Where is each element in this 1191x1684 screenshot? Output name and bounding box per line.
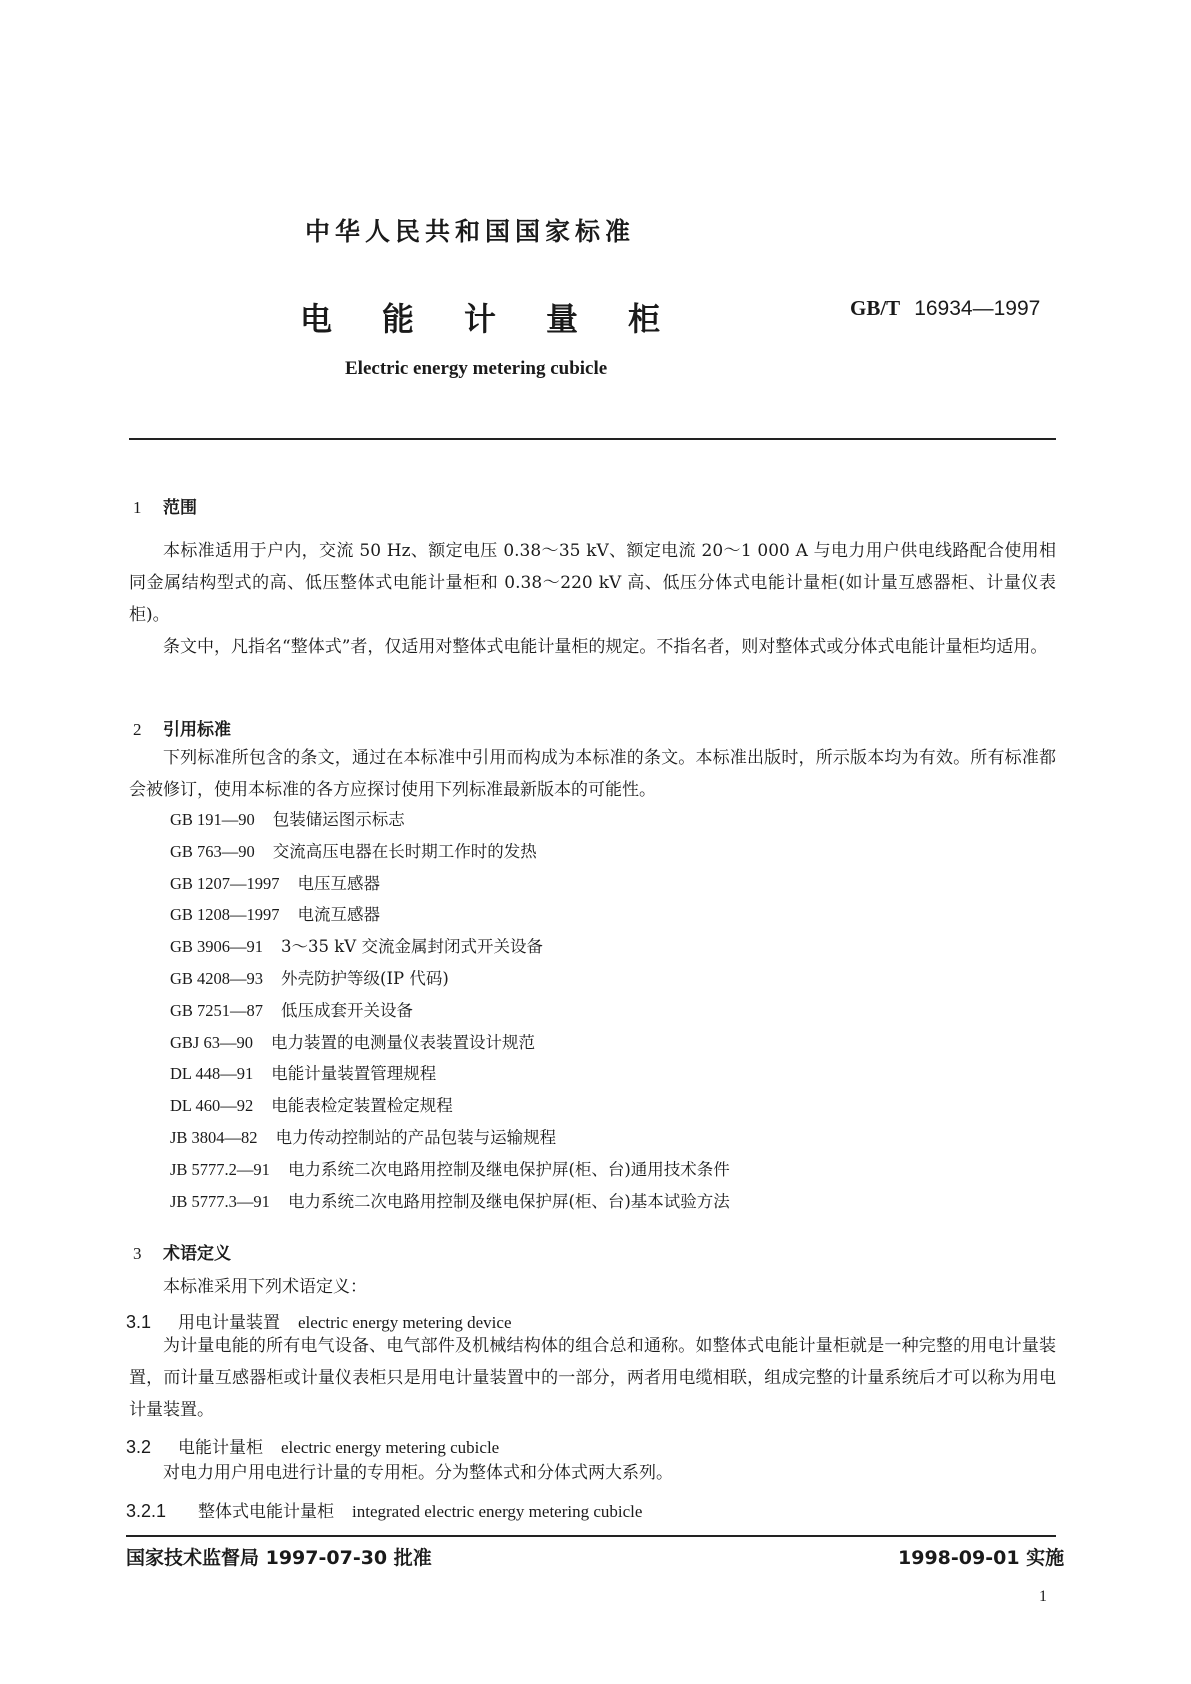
reference-code: JB 5777.2—91 [170, 1159, 270, 1179]
reference-code: GB 4208—93 [170, 968, 264, 988]
section-number: 1 [133, 498, 142, 517]
reference-title: 电能表检定装置检定规程 [271, 1096, 453, 1116]
reference-title: 电力传动控制站的产品包装与运输规程 [275, 1127, 557, 1147]
reference-title: 电流互感器 [297, 905, 381, 925]
reference-code: GB 1207—1997 [170, 873, 280, 893]
reference-title: 电能计量装置管理规程 [271, 1064, 437, 1084]
term-number: 3.1 [126, 1312, 152, 1332]
term-3-1-definition [129, 1330, 1056, 1426]
list-item [170, 995, 730, 1027]
reference-list [170, 804, 730, 1217]
list-item [170, 1122, 730, 1154]
reference-title: 3～35 kV 交流金属封闭式开关设备 [281, 937, 543, 957]
list-item [170, 868, 730, 900]
reference-code: GB 191—90 [170, 810, 255, 829]
document-title [300, 294, 710, 340]
reference-title: 电力系统二次电路用控制及继电保护屏(柜、台)通用技术条件 [287, 1159, 730, 1179]
reference-code: GBJ 63—90 [170, 1032, 253, 1052]
list-item [170, 836, 730, 868]
reference-title: 电力装置的电测量仪表装置设计规范 [270, 1032, 535, 1052]
section-title: 范围 [163, 498, 197, 518]
list-item [170, 1186, 730, 1218]
paragraph: 下列标准所包含的条文，通过在本标准中引用而构成为本标准的条文。本标准出版时，所示版本均为有效。所有标准都会被修订，使用本标准的各方应探讨使用下列标准最新版本的可能性。 [129, 748, 1056, 800]
reference-title: 低压成套开关设备 [281, 1000, 414, 1020]
term-cn: 用电计量装置 [178, 1313, 280, 1333]
list-item [170, 1058, 730, 1090]
title-char: 柜 [628, 300, 661, 338]
section-number: 2 [133, 720, 142, 739]
reference-title: 包装储运图示标志 [272, 810, 405, 829]
page-number: 1 [1039, 1588, 1047, 1605]
list-item [170, 1154, 730, 1186]
list-item [170, 931, 730, 963]
standard-code [850, 296, 1040, 321]
national-standard-header: 中华人民共和国国家标准 [305, 217, 636, 246]
list-item [170, 963, 730, 995]
term-cn: 电能计量柜 [178, 1438, 263, 1458]
term-en: integrated electric energy metering cubicle [352, 1502, 643, 1521]
title-char: 电 [300, 300, 333, 338]
paragraph: 本标准采用下列术语定义： [163, 1277, 367, 1297]
reference-code: GB 1208—1997 [170, 905, 280, 925]
paragraph: 为计量电能的所有电气设备、电气部件及机械结构体的组合总和通称。如整体式电能计量柜就是一种完整的用电计量装置，而计量互感器柜或计量仪表柜只是用电计量装置中的一部分，两者用电缆相联，组成完整的计量系统后才可以称为用电计量装置。 [129, 1336, 1056, 1420]
reference-code: GB 7251—87 [170, 1000, 264, 1020]
term-3-2-1 [126, 1497, 642, 1522]
implementation-date: 1998-09-01 实施 [898, 1547, 1065, 1569]
list-item [170, 1027, 730, 1059]
approval-line: 国家技术监督局 1997-07-30 批准 [126, 1547, 432, 1569]
standard-number: 16934—1997 [914, 297, 1041, 320]
section-heading-references [133, 715, 231, 740]
section-heading-terms [133, 1239, 231, 1264]
section-heading-scope [133, 493, 197, 518]
reference-code: DL 448—91 [170, 1064, 254, 1084]
reference-title: 交流高压电器在长时期工作时的发热 [272, 841, 537, 861]
reference-code: JB 3804—82 [170, 1127, 258, 1147]
terms-intro [129, 1271, 1056, 1303]
paragraph: 本标准适用于户内，交流 50 Hz、额定电压 0.38～35 kV、额定电流 20～1 000 A 与电力用户供电线路配合使用相同金属结构型式的高、低压整体式电能计量柜和 0.38～220 kV 高、低压分体式电能计量柜(如计量互感器柜、计量仪表柜)。 [129, 541, 1056, 625]
reference-code: JB 5777.3—91 [170, 1191, 270, 1211]
paragraph: 对电力用户用电进行计量的专用柜。分为整体式和分体式两大系列。 [163, 1463, 673, 1483]
title-char: 量 [546, 300, 579, 338]
reference-code: GB 763—90 [170, 841, 255, 861]
reference-title: 电压互感器 [297, 873, 381, 893]
reference-code: GB 3906—91 [170, 937, 264, 957]
section-title: 术语定义 [163, 1244, 231, 1264]
reference-title: 电力系统二次电路用控制及继电保护屏(柜、台)基本试验方法 [287, 1191, 730, 1211]
term-3-2-definition [129, 1457, 1056, 1489]
standard-prefix: GB/T [850, 296, 901, 320]
reference-code: DL 460—92 [170, 1096, 254, 1116]
reference-title: 外壳防护等级(IP 代码) [281, 968, 449, 988]
list-item [170, 899, 730, 931]
title-char: 能 [382, 300, 415, 338]
title-char: 计 [464, 300, 497, 338]
term-cn: 整体式电能计量柜 [198, 1502, 334, 1522]
list-item [170, 804, 730, 836]
section-number: 3 [133, 1244, 142, 1263]
references-intro [129, 742, 1056, 806]
term-3-2 [126, 1433, 499, 1458]
list-item [170, 1090, 730, 1122]
english-title: Electric energy metering cubicle [345, 358, 608, 379]
header-divider [129, 438, 1056, 440]
term-en: electric energy metering cubicle [281, 1438, 500, 1457]
scope-body [129, 535, 1056, 663]
term-number: 3.2 [126, 1437, 152, 1457]
term-number: 3.2.1 [126, 1501, 167, 1521]
section-title: 引用标准 [163, 720, 231, 740]
term-en: electric energy metering device [298, 1313, 512, 1332]
footer-divider [126, 1535, 1056, 1537]
paragraph: 条文中，凡指名“整体式”者，仅适用对整体式电能计量柜的规定。不指名者，则对整体式或分体式电能计量柜均适用。 [163, 637, 1048, 657]
